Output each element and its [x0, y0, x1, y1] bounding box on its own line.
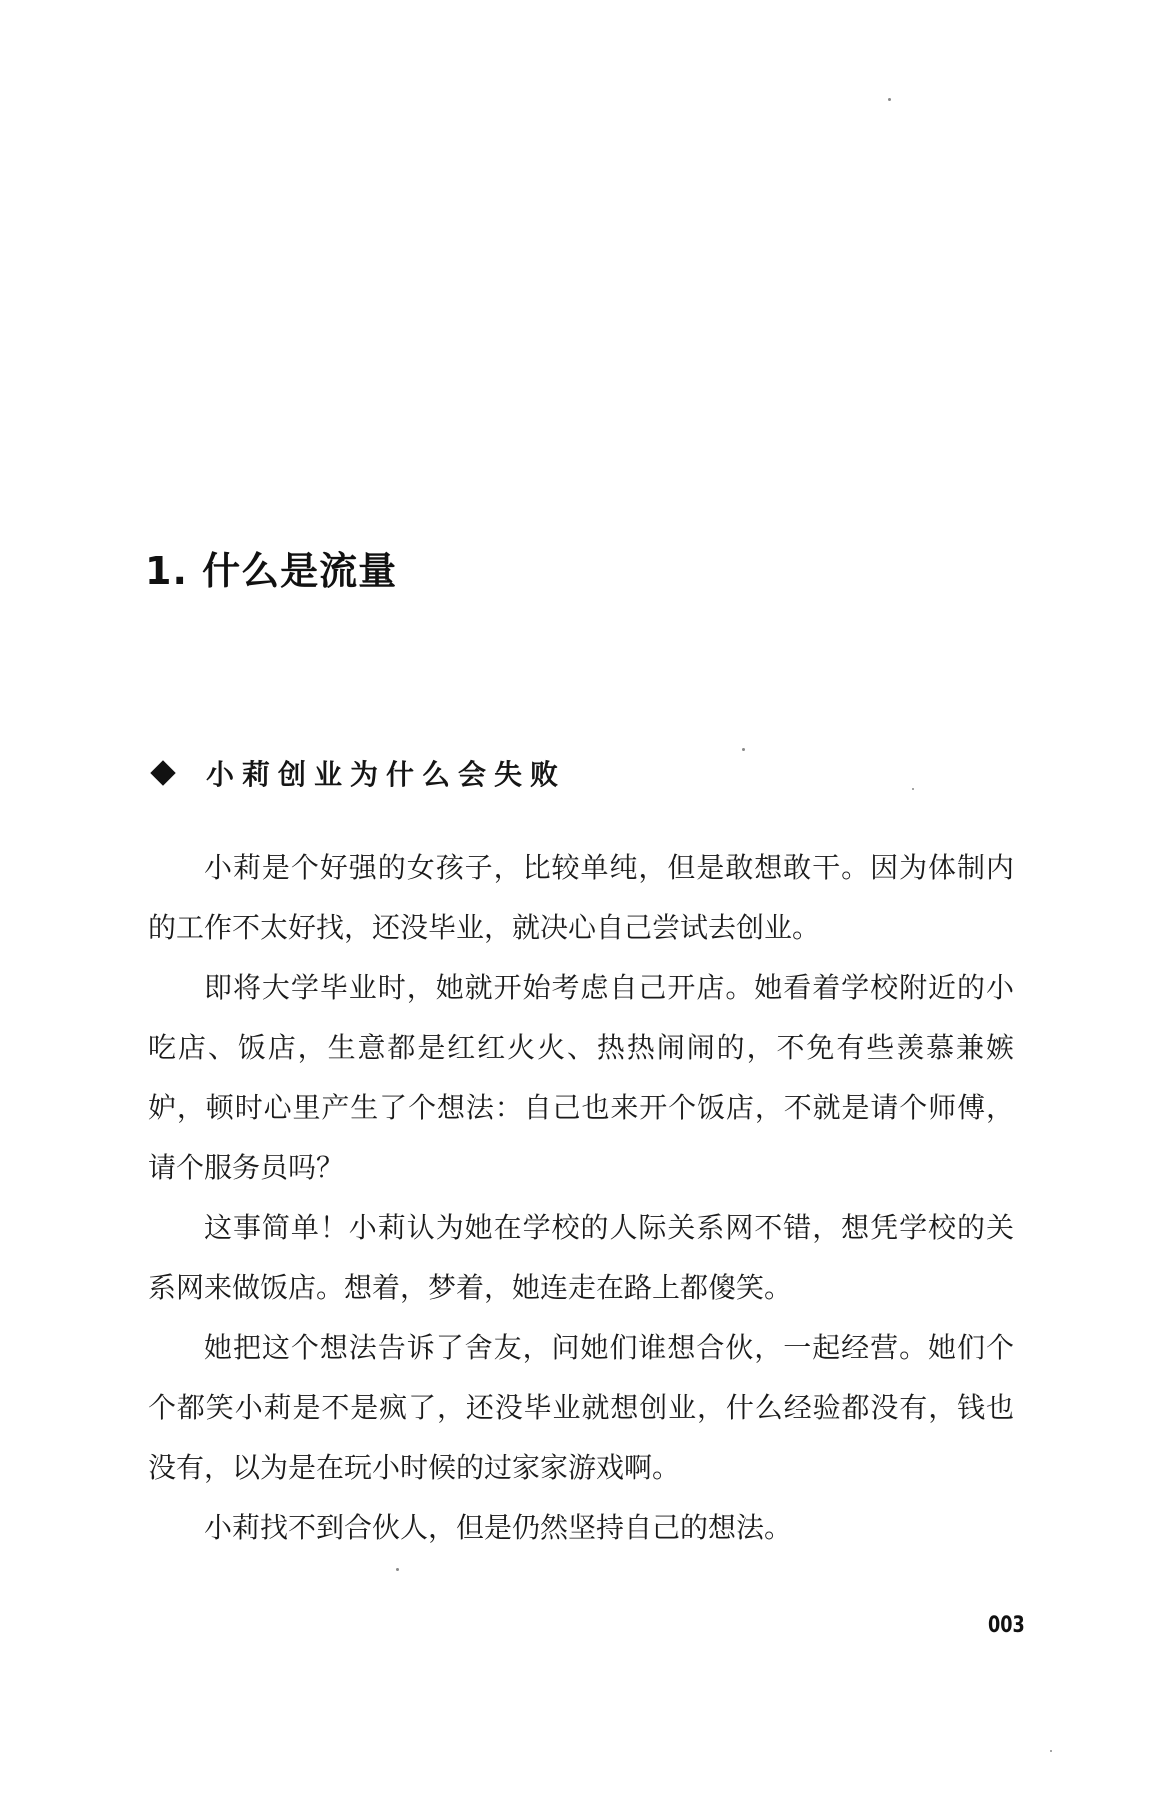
body-text — [148, 838, 1014, 1558]
section-heading — [150, 753, 566, 793]
scan-speck — [1050, 1750, 1052, 1752]
scan-speck — [888, 98, 891, 101]
scan-speck — [742, 748, 745, 751]
section-heading-text: 小莉创业为什么会失败 — [206, 758, 567, 791]
paragraph: 小莉找不到合伙人，但是仍然坚持自己的想法。 — [204, 1511, 793, 1544]
diamond-bullet-icon — [150, 760, 175, 785]
paragraph: 即将大学毕业时，她就开始考虑自己开店。她看着学校附近的小吃店、饭店，生意都是红红火火、热热闹闹的，不免有些羡慕兼嫉妒，顿时心里产生了个想法：自己也来开个饭店，不就是请个师傅，请个服务员吗？ — [148, 971, 1014, 1184]
paragraph: 小莉是个好强的女孩子，比较单纯，但是敢想敢干。因为体制内的工作不太好找，还没毕业，就决心自己尝试去创业。 — [148, 851, 1014, 944]
scan-speck — [912, 788, 914, 790]
page-number: 003 — [988, 1613, 1025, 1638]
scan-speck — [396, 1568, 399, 1571]
chapter-title: 1. 什么是流量 — [145, 549, 398, 593]
paragraph: 她把这个想法告诉了舍友，问她们谁想合伙，一起经营。她们个个都笑小莉是不是疯了，还没毕业就想创业，什么经验都没有，钱也没有，以为是在玩小时候的过家家游戏啊。 — [148, 1331, 1014, 1484]
paragraph: 这事简单！小莉认为她在学校的人际关系网不错，想凭学校的关系网来做饭店。想着，梦着，她连走在路上都傻笑。 — [148, 1211, 1014, 1304]
